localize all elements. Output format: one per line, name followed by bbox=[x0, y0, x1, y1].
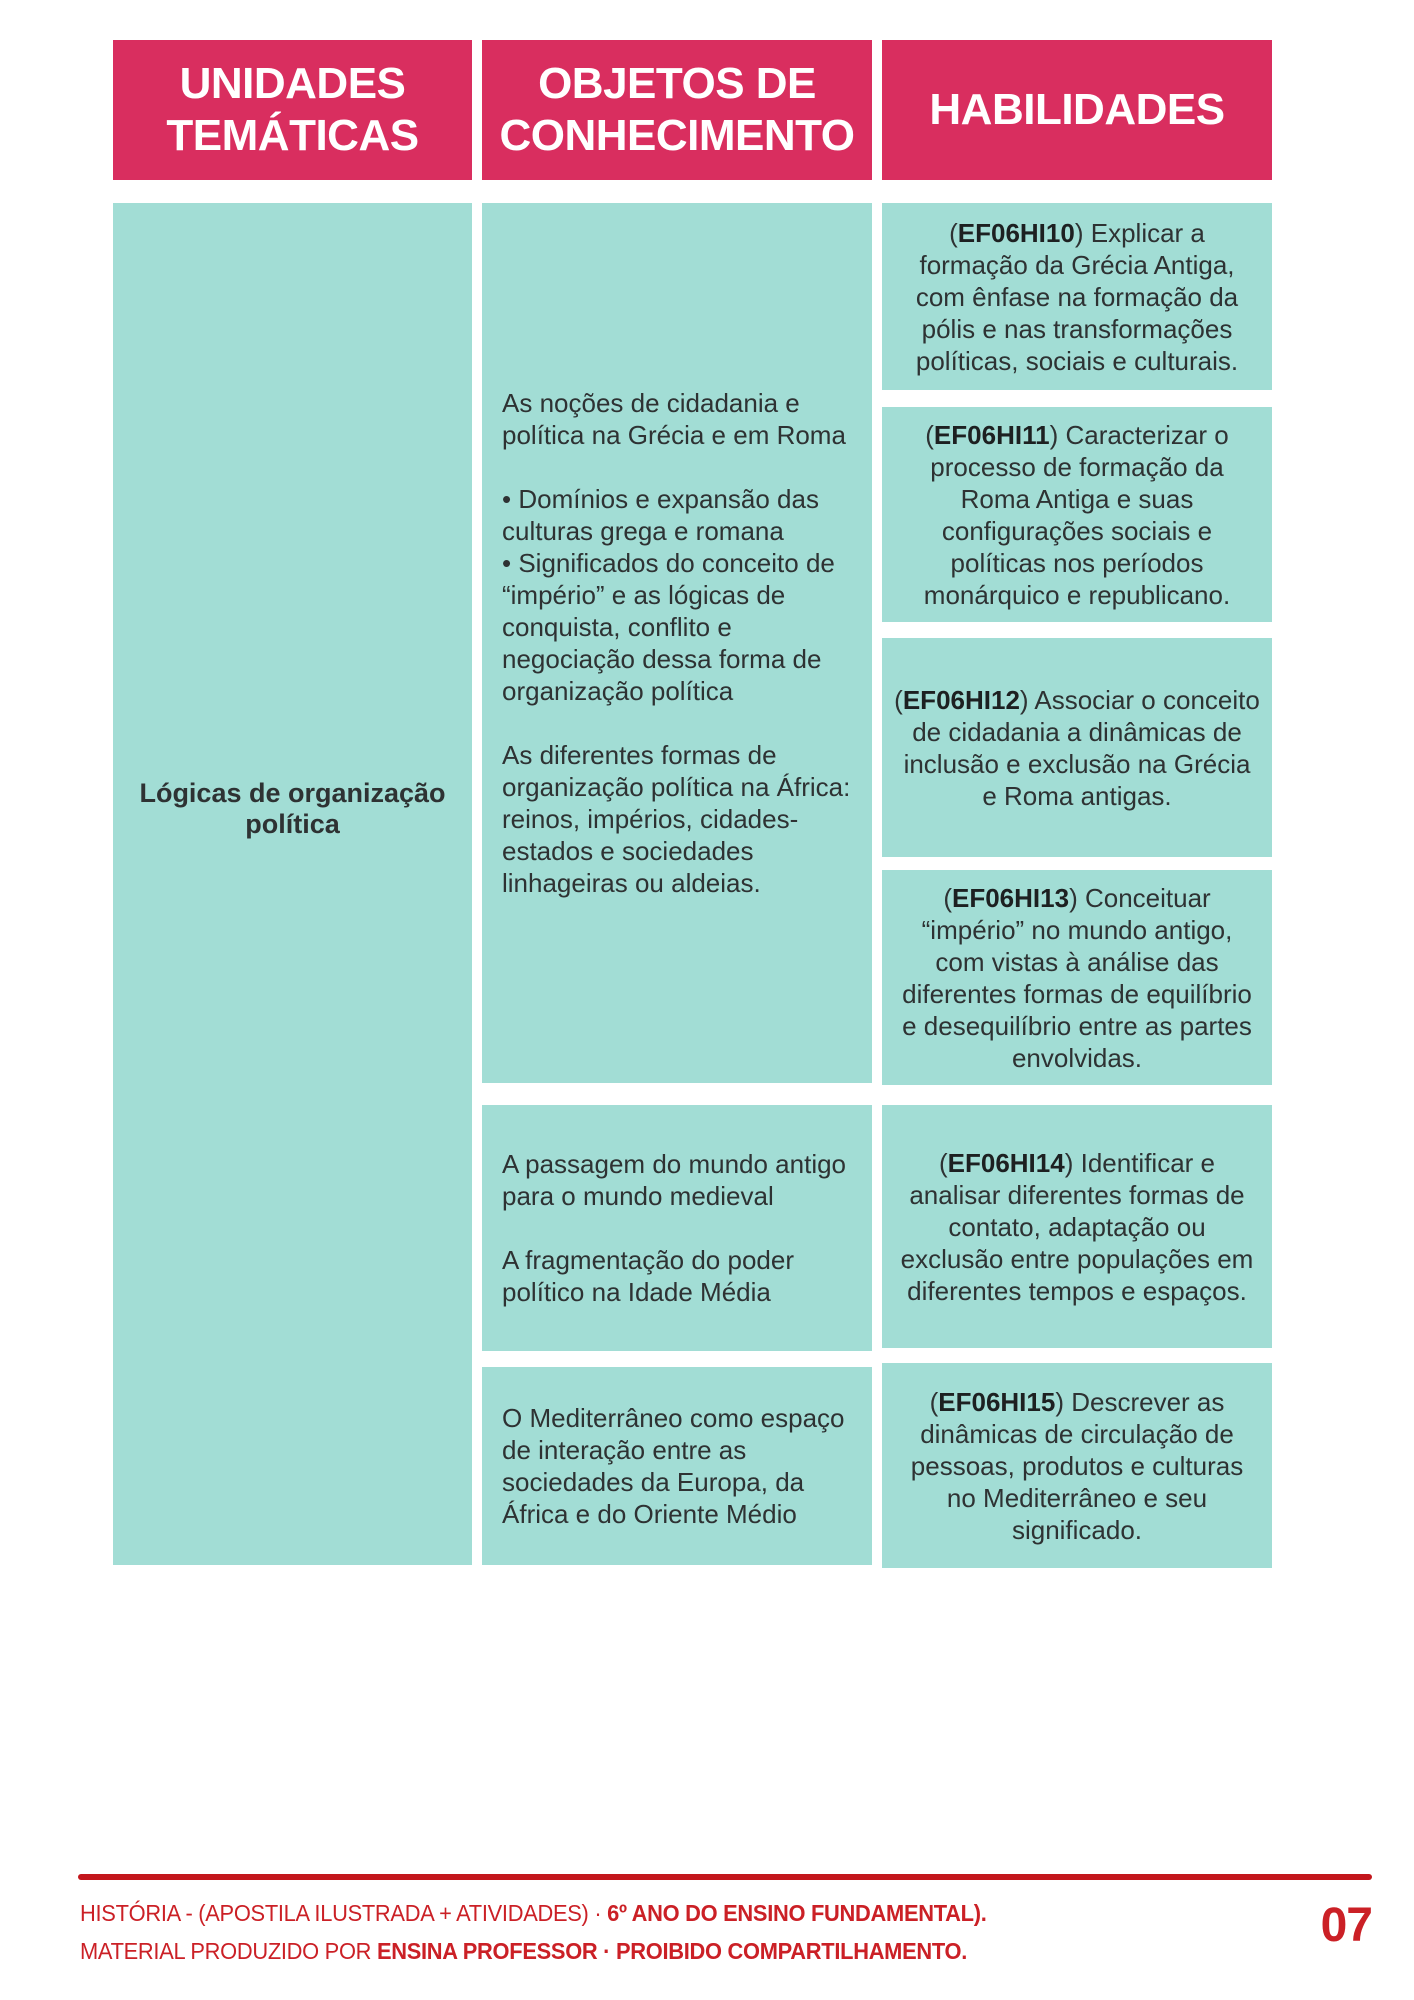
paren-open: ( bbox=[925, 419, 934, 450]
habilidade-description: Associar o conceito de cidadania a dinâmicas de inclusão e exclusão na Grécia e Roma antigas. bbox=[903, 684, 1260, 811]
habilidade-code: EF06HI11 bbox=[933, 419, 1050, 450]
habilidade-cell-ef06hi12 bbox=[882, 638, 1272, 857]
habilidade-description: Descrever as dinâmicas de circulação de pessoas, produtos e culturas no Mediterrâneo e seu significado. bbox=[910, 1386, 1244, 1545]
habilidade-description: Conceituar “império” no mundo antigo, com vistas à análise das diferentes formas de equilíbrio e desequilíbrio entre as partes envolvidas. bbox=[902, 882, 1252, 1073]
habilidade-text bbox=[894, 1386, 1260, 1546]
page-number: 07 bbox=[1320, 1899, 1372, 1952]
header-objetos-label: OBJETOS DE CONHECIMENTO bbox=[499, 59, 855, 160]
habilidade-description: Identificar e analisar diferentes formas de contato, adaptação ou exclusão entre populações em diferentes tempos e espaços. bbox=[900, 1147, 1254, 1306]
objeto-cell-3 bbox=[482, 1367, 872, 1565]
paren-open: ( bbox=[894, 684, 903, 715]
habilidade-cell-ef06hi13 bbox=[882, 870, 1272, 1085]
paren-open: ( bbox=[929, 1386, 939, 1417]
habilidade-code: EF06HI14 bbox=[947, 1147, 1065, 1178]
paren-close: ) bbox=[1019, 684, 1035, 715]
paren-open: ( bbox=[943, 882, 952, 913]
habilidade-cell-ef06hi14 bbox=[882, 1105, 1272, 1348]
footer-grade-level: 6º ANO DO ENSINO FUNDAMENTAL). bbox=[607, 1900, 987, 1926]
objeto-paragraph: As noções de cidadania e política na Grécia e em Roma bbox=[502, 388, 846, 450]
habilidade-code: EF06HI10 bbox=[957, 217, 1075, 248]
habilidade-text bbox=[894, 1147, 1260, 1307]
unidade-tematica-label: Lógicas de organização política bbox=[139, 778, 446, 839]
habilidade-description: Caracterizar o processo de formação da Roma Antiga e suas configurações sociais e políticas nos períodos monárquico e republicano. bbox=[923, 419, 1231, 610]
header-unidades-label: UNIDADES TEMÁTICAS bbox=[166, 59, 419, 160]
footer-line-2 bbox=[80, 1940, 987, 1963]
footer bbox=[80, 1902, 987, 1963]
unidade-tematica-cell bbox=[113, 203, 472, 1565]
paren-close: ) bbox=[1074, 217, 1091, 248]
footer-produced-by: MATERIAL PRODUZIDO POR bbox=[80, 1938, 377, 1964]
objeto-paragraph: O Mediterrâneo como espaço de interação entre as sociedades da Europa, da África e do Oriente Médio bbox=[502, 1403, 845, 1529]
habilidade-cell-ef06hi11 bbox=[882, 407, 1272, 622]
header-habilidades-label: HABILIDADES bbox=[929, 85, 1225, 135]
objeto-bullet: • Significados do conceito de “império” e as lógicas de conquista, conflito e negociação dessa forma de organização política bbox=[502, 548, 835, 706]
objeto-paragraph: A fragmentação do poder político na Idade Média bbox=[502, 1245, 794, 1307]
habilidade-text bbox=[894, 217, 1260, 377]
objeto-paragraph: As diferentes formas de organização política na África: reinos, impérios, cidades-estados e sociedades linhageiras ou aldeias. bbox=[502, 740, 851, 898]
habilidade-text bbox=[894, 419, 1260, 611]
objeto-cell-2 bbox=[482, 1105, 872, 1351]
habilidade-text bbox=[894, 684, 1260, 812]
habilidade-description: Explicar a formação da Grécia Antiga, com ênfase na formação da pólis e nas transformações políticas, sociais e culturais. bbox=[915, 217, 1239, 376]
footer-course-title: HISTÓRIA - (APOSTILA ILUSTRADA + ATIVIDADES) bbox=[80, 1900, 589, 1926]
objeto-paragraph: A passagem do mundo antigo para o mundo medieval bbox=[502, 1149, 847, 1211]
objeto-cell-1 bbox=[482, 203, 872, 1083]
footer-publisher: ENSINA PROFESSOR · PROIBIDO COMPARTILHAMENTO. bbox=[376, 1938, 968, 1964]
habilidade-cell-ef06hi10 bbox=[882, 203, 1272, 390]
habilidade-cell-ef06hi15 bbox=[882, 1363, 1272, 1568]
habilidade-code: EF06HI13 bbox=[951, 882, 1070, 913]
habilidade-code: EF06HI12 bbox=[902, 684, 1020, 715]
footer-separator: · bbox=[588, 1900, 608, 1926]
paren-open: ( bbox=[938, 1147, 948, 1178]
objeto-bullet: • Domínios e expansão das culturas grega e romana bbox=[502, 484, 819, 546]
header-objetos-conhecimento bbox=[482, 40, 872, 180]
paren-close: ) bbox=[1064, 1147, 1081, 1178]
footer-line-1 bbox=[80, 1902, 987, 1925]
paren-close: ) bbox=[1049, 419, 1066, 450]
header-habilidades bbox=[882, 40, 1272, 180]
habilidade-text bbox=[894, 882, 1260, 1074]
paren-open: ( bbox=[949, 217, 958, 248]
footer-divider bbox=[78, 1874, 1372, 1880]
header-unidades-tematicas bbox=[113, 40, 472, 180]
paren-close: ) bbox=[1055, 1386, 1072, 1417]
paren-close: ) bbox=[1069, 882, 1085, 913]
habilidade-code: EF06HI15 bbox=[938, 1386, 1056, 1417]
